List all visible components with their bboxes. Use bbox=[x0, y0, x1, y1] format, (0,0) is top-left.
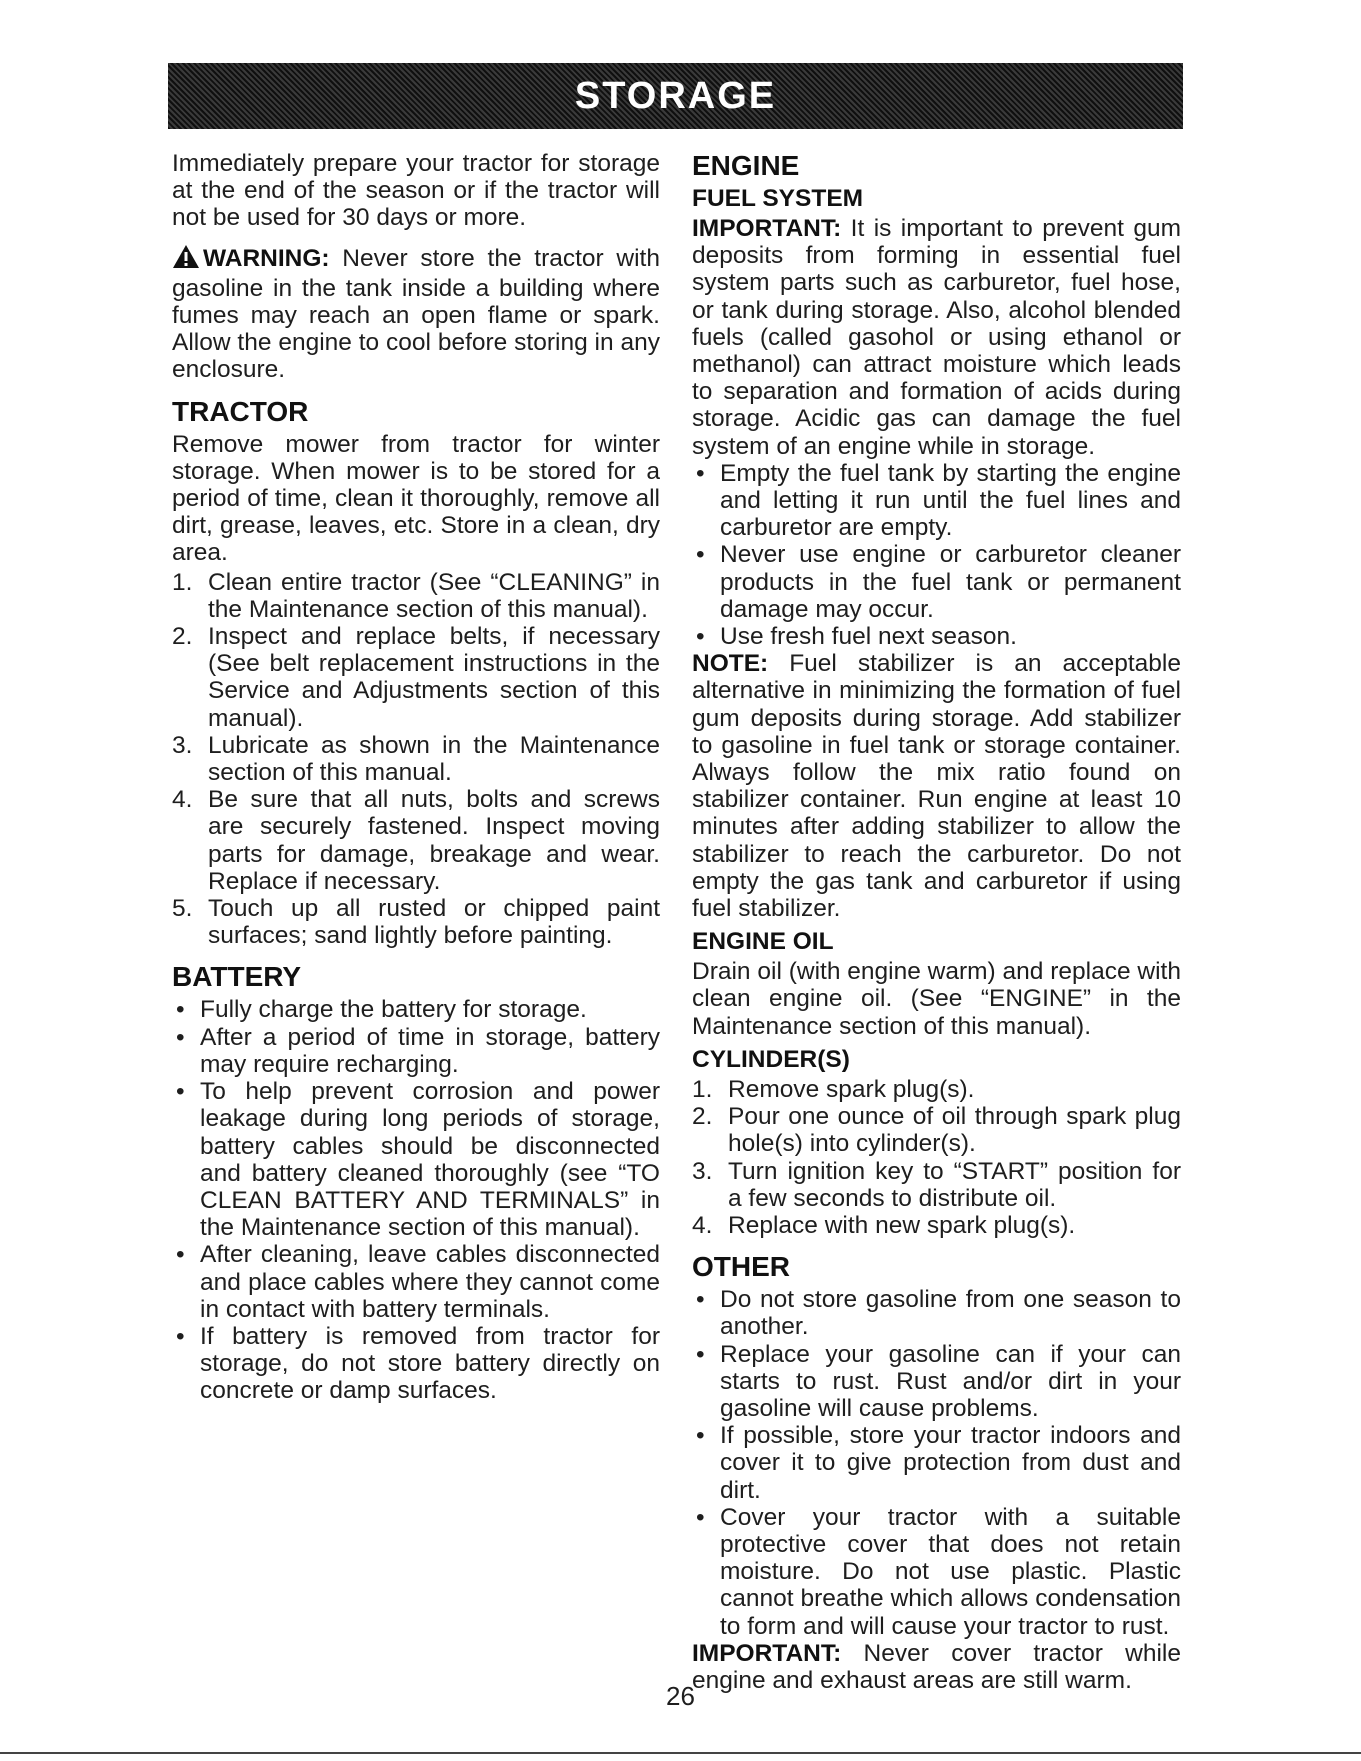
step-text: Inspect and replace belts, if necessary (See belt replacement instructions in the Service and Adjustments section of this manual). bbox=[208, 623, 660, 732]
step-text: Be sure that all nuts, bolts and screws are securely fastened. Inspect moving parts for damage, breakage and wear. Replace if necessary. bbox=[208, 786, 660, 895]
note-text: Fuel stabilizer is an acceptable alternative in minimizing the formation of fuel gum deposits during storage. Add stabilizer to gasoline in fuel tank or storage container. Always follow the mix ratio found on stabilizer container. Run engine at least 10 minutes after adding stabilizer to allow the stabilizer to reach the carburetor. Do not empty the gas tank and carburetor if using fuel stabilizer. bbox=[692, 650, 1181, 923]
page-number: 26 bbox=[666, 1681, 695, 1711]
step-number: 5. bbox=[172, 895, 193, 923]
section-title: STORAGE bbox=[574, 74, 777, 117]
bullet-text: If possible, store your tractor indoors and cover it to give protection from dust and dirt. bbox=[720, 1422, 1181, 1504]
bullet-text: If battery is removed from tractor for storage, do not store battery directly on concrete or damp surfaces. bbox=[200, 1322, 660, 1405]
bullet-icon: • bbox=[176, 1322, 185, 1350]
battery-bullets bbox=[172, 996, 660, 1404]
bullet-text: After a period of time in storage, battery may require recharging. bbox=[200, 1023, 660, 1078]
step-text: Pour one ounce of oil through spark plug hole(s) into cylinder(s). bbox=[728, 1103, 1181, 1158]
bullet-text: Fully charge the battery for storage. bbox=[200, 996, 587, 1024]
list-item bbox=[692, 1076, 1181, 1103]
step-number: 1. bbox=[172, 568, 193, 596]
list-item bbox=[692, 1422, 1181, 1504]
step-number: 4. bbox=[172, 786, 193, 814]
bullet-text: Cover your tractor with a suitable protective cover that does not retain moisture. Do not use plastic. Plastic cannot breathe which allows condensation to form and will cause your tractor to rust. bbox=[720, 1503, 1181, 1640]
other-heading: OTHER bbox=[692, 1251, 790, 1283]
step-number: 4. bbox=[692, 1211, 713, 1239]
step-text: Replace with new spark plug(s). bbox=[728, 1211, 1076, 1239]
list-item bbox=[172, 732, 660, 786]
tractor-heading: TRACTOR bbox=[172, 395, 309, 427]
bullet-text: Never use engine or carburetor cleaner products in the fuel tank or permanent damage may occur. bbox=[720, 541, 1181, 623]
fuel-system-bullets bbox=[692, 460, 1181, 650]
section-banner bbox=[168, 63, 1183, 129]
bullet-icon: • bbox=[696, 1422, 705, 1450]
step-number: 3. bbox=[692, 1157, 713, 1185]
list-item bbox=[172, 1241, 660, 1323]
step-number: 3. bbox=[172, 731, 193, 759]
note-label: NOTE: bbox=[692, 650, 769, 678]
tractor-steps-list bbox=[172, 569, 660, 950]
step-text: Clean entire tractor (See “CLEANING” in the Maintenance section of this manual). bbox=[208, 568, 660, 623]
list-item bbox=[692, 1212, 1181, 1239]
list-item bbox=[692, 1504, 1181, 1640]
fuel-system-heading: FUEL SYSTEM bbox=[692, 185, 864, 212]
important-label: IMPORTANT: bbox=[692, 1639, 842, 1667]
warning-triangle-icon bbox=[172, 244, 200, 275]
bullet-icon: • bbox=[176, 1078, 185, 1106]
important-text: Never cover tractor while engine and exhaust areas are still warm. bbox=[692, 1639, 1181, 1694]
cylinders-heading: CYLINDER(S) bbox=[692, 1045, 850, 1073]
step-text: Remove spark plug(s). bbox=[728, 1075, 975, 1103]
bullet-icon: • bbox=[176, 996, 185, 1024]
bullet-text: Do not store gasoline from one season to another. bbox=[720, 1286, 1181, 1341]
important-label: IMPORTANT: bbox=[692, 215, 842, 242]
warning-text: Never store the tractor with gasoline in the tank inside a building where fumes may reach an open flame or spark. Allow the engine to cool before storing in any enclosure. bbox=[172, 244, 660, 384]
step-number: 1. bbox=[692, 1075, 713, 1103]
bottom-rule bbox=[0, 1752, 1361, 1754]
list-item bbox=[172, 996, 660, 1023]
left-column bbox=[172, 150, 660, 1405]
bullet-icon: • bbox=[696, 1340, 705, 1368]
list-item bbox=[172, 569, 660, 623]
right-column bbox=[692, 150, 1181, 1694]
bullet-text: After cleaning, leave cables disconnected and place cables where they cannot come in contact with battery terminals. bbox=[200, 1241, 660, 1323]
list-item bbox=[172, 623, 660, 732]
bullet-text: Use fresh fuel next season. bbox=[720, 623, 1017, 651]
warning-paragraph bbox=[172, 244, 660, 384]
bullet-icon: • bbox=[176, 1023, 185, 1051]
bullet-icon: • bbox=[696, 459, 705, 487]
list-item bbox=[172, 1024, 660, 1078]
intro-paragraph: Immediately prepare your tractor for storage at the end of the season or if the tractor will not be used for 30 days or more. bbox=[172, 150, 660, 232]
bullet-icon: • bbox=[696, 1503, 705, 1531]
list-item bbox=[692, 1286, 1181, 1340]
list-item bbox=[692, 1103, 1181, 1157]
list-item bbox=[692, 460, 1181, 542]
engine-oil-paragraph: Drain oil (with engine warm) and replace with clean engine oil. (See “ENGINE” in the Maintenance section of this manual). bbox=[692, 958, 1181, 1040]
bullet-icon: • bbox=[696, 623, 705, 651]
list-item bbox=[172, 1078, 660, 1241]
step-text: Turn ignition key to “START” position for a few seconds to distribute oil. bbox=[728, 1157, 1181, 1212]
bullet-text: To help prevent corrosion and power leakage during long periods of storage, battery cables should be disconnected and battery cleaned thoroughly (see “TO CLEAN BATTERY AND TERMINALS” in the Maintenance section of this manual). bbox=[200, 1078, 660, 1242]
fuel-note bbox=[692, 650, 1181, 922]
list-item bbox=[172, 786, 660, 895]
engine-heading: ENGINE bbox=[692, 150, 800, 181]
list-item bbox=[172, 1323, 660, 1405]
fuel-system-important bbox=[692, 215, 1181, 460]
list-item bbox=[692, 1341, 1181, 1423]
other-bullets bbox=[692, 1286, 1181, 1640]
step-text: Lubricate as shown in the Maintenance section of this manual. bbox=[208, 731, 660, 787]
list-item bbox=[692, 541, 1181, 623]
cylinders-steps-list bbox=[692, 1076, 1181, 1239]
bullet-icon: • bbox=[176, 1241, 185, 1269]
step-text: Touch up all rusted or chipped paint surfaces; sand lightly before painting. bbox=[208, 895, 660, 950]
battery-heading: BATTERY bbox=[172, 961, 302, 993]
list-item bbox=[692, 623, 1181, 650]
warning-label: WARNING: bbox=[203, 244, 330, 272]
engine-oil-heading: ENGINE OIL bbox=[692, 928, 834, 956]
bullet-icon: • bbox=[696, 541, 705, 569]
bullet-text: Replace your gasoline can if your can starts to rust. Rust and/or dirt in your gasoline will cause problems. bbox=[720, 1340, 1181, 1422]
step-number: 2. bbox=[172, 623, 193, 651]
tractor-paragraph: Remove mower from tractor for winter storage. When mower is to be stored for a period of time, clean it thoroughly, remove all dirt, grease, leaves, etc. Store in a clean, dry area. bbox=[172, 430, 660, 567]
list-item bbox=[172, 895, 660, 949]
list-item bbox=[692, 1158, 1181, 1212]
step-number: 2. bbox=[692, 1103, 713, 1131]
bullet-text: Empty the fuel tank by starting the engine and letting it run until the fuel lines and carburetor are empty. bbox=[720, 459, 1181, 542]
important-text: It is important to prevent gum deposits from forming in essential fuel system parts such as carburetor, fuel hose, or tank during storage. Also, alcohol blended fuels (called gasohol or using ethanol or methanol) can attract moisture which leads to separation and formation of acids during storage. Acidic gas can damage the fuel system of an engine while in storage. bbox=[692, 215, 1181, 460]
bullet-icon: • bbox=[696, 1286, 705, 1314]
